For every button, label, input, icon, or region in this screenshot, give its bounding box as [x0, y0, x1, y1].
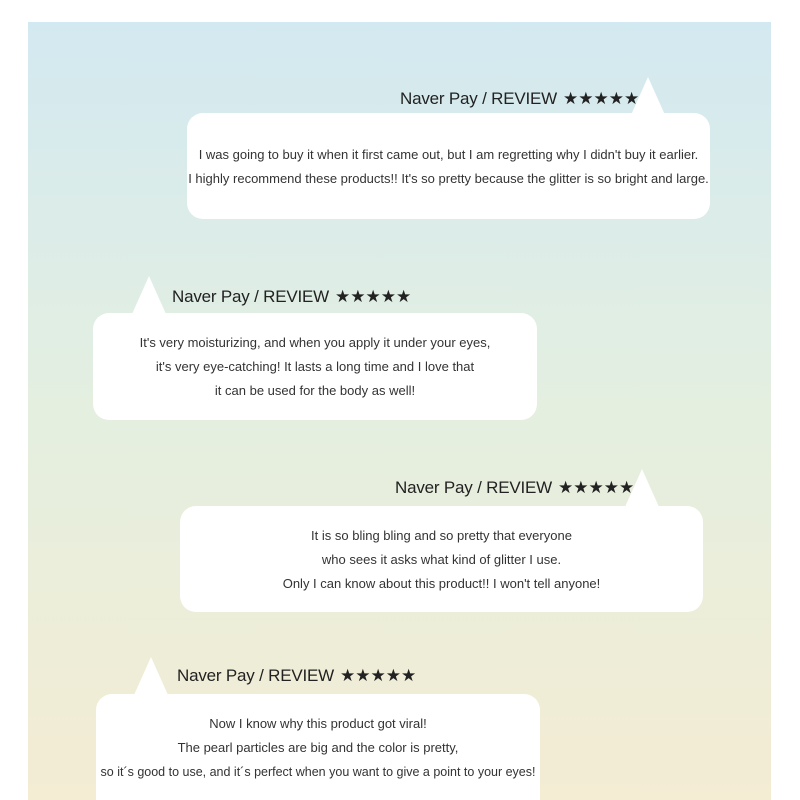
star-rating-icon: ★★★★★ — [558, 478, 635, 497]
star-rating-icon: ★★★★★ — [335, 287, 412, 306]
reviews-panel — [28, 22, 771, 800]
review-text-line: The pearl particles are big and the color is pretty, — [177, 740, 459, 755]
review-text-line: Now I know why this product got viral! — [209, 716, 427, 731]
review-text-line: It is so bling bling and so pretty that everyone — [311, 528, 572, 543]
review-text-line: It's very moisturizing, and when you apply it under your eyes, — [139, 335, 491, 350]
review-header — [177, 666, 416, 686]
review-text-line: who sees it asks what kind of glitter I use. — [321, 552, 562, 567]
review-text-line: it can be used for the body as well! — [214, 383, 416, 398]
review-bubble — [96, 694, 540, 800]
review-card-4 — [28, 22, 771, 800]
review-source: Naver Pay / REVIEW — [172, 287, 329, 306]
speech-bubble-tail — [134, 657, 168, 695]
review-text-line: I was going to buy it when it first came out, but I am regretting why I didn't buy it earlier. — [198, 147, 699, 162]
review-text-line: I highly recommend these products!! It's so pretty because the glitter is so bright and large. — [188, 171, 709, 186]
star-rating-icon: ★★★★★ — [340, 666, 417, 685]
review-text-line: Only I can know about this product!! I won't tell anyone! — [282, 576, 601, 591]
review-source: Naver Pay / REVIEW — [177, 666, 334, 685]
star-rating-icon: ★★★★★ — [563, 89, 640, 108]
review-text-line: it's very eye-catching! It lasts a long time and I love that — [155, 359, 475, 374]
review-source: Naver Pay / REVIEW — [395, 478, 552, 497]
review-text-line: so it´s good to use, and it´s perfect when you want to give a point to your eyes! — [100, 765, 536, 779]
review-source: Naver Pay / REVIEW — [400, 89, 557, 108]
